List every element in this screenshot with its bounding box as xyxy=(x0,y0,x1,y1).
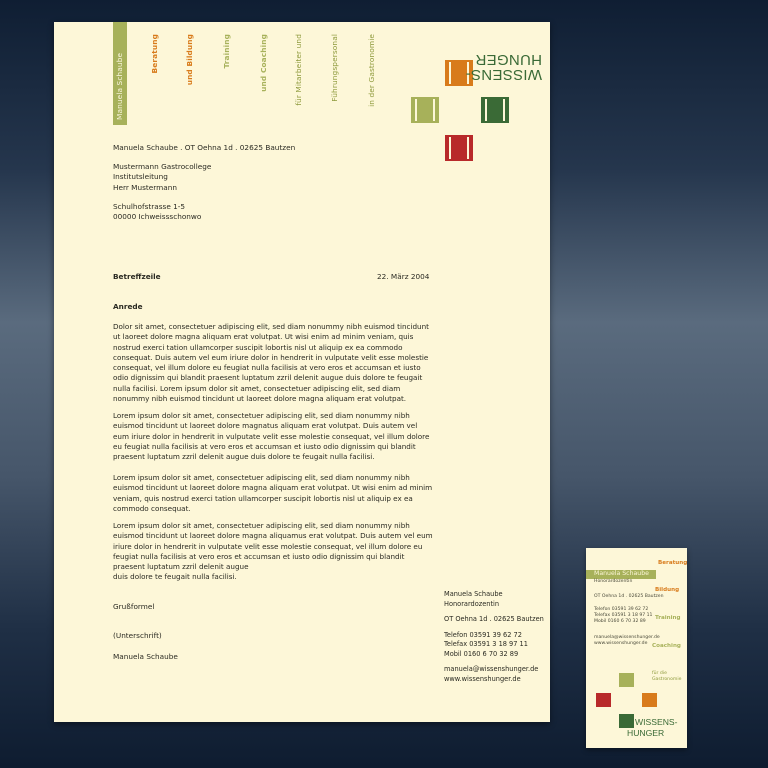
card-logo-square-darkgreen xyxy=(619,714,634,728)
heading-bildung: und Bildung xyxy=(185,34,194,86)
sender-address: OT Oehna 1d . 02625 Bautzen xyxy=(444,615,544,623)
return-address: Manuela Schaube . OT Oehna 1d . 02625 Bautzen xyxy=(113,143,296,152)
sender-fax: Telefax 03591 3 18 97 11 xyxy=(444,640,528,648)
letter-date: 22. März 2004 xyxy=(377,272,430,281)
card-address: OT Oehna 1d . 02625 Bautzen xyxy=(594,594,664,599)
heading-mitarbeiter: für Mitarbeiter und xyxy=(294,34,303,106)
closing: Grußformel xyxy=(113,602,155,611)
recipient-line: Mustermann Gastrocollege xyxy=(113,162,212,171)
signature-placeholder: (Unterschrift) xyxy=(113,631,162,640)
signer-name: Manuela Schaube xyxy=(113,652,178,661)
body-paragraph: Lorem ipsum dolor sit amet, consectetuer adipiscing elit, sed diam nonummy nibh euismod tincidunt ut laoreet dolore magna aliquamus erat volutpat. Duis autem vel eum iriure dolor in hendrerit in vulputate velit esse molestie consequat, vel illum dolore eu feugiat nulla facilisis at vero eros et accumsan et iusto odio dignissim qui blandit praesent luptatum zzril delenit augue xyxy=(113,521,433,572)
card-logo-line1: WISSENS- xyxy=(635,717,678,727)
card-logo-line2: HUNGER xyxy=(627,728,665,738)
recipient-line: Herr Mustermann xyxy=(113,182,177,192)
card-logo-square-orange xyxy=(642,693,657,707)
card-tagline: für die Gastronomie xyxy=(652,671,682,682)
subject-line: Betreffzeile xyxy=(113,272,161,281)
logo-square-red xyxy=(445,135,473,161)
card-logo-wordmark xyxy=(635,718,678,727)
card-label-bildung: Bildung xyxy=(655,587,680,593)
business-card xyxy=(586,548,687,748)
sender-mobile: Mobil 0160 6 70 32 89 xyxy=(444,649,519,658)
recipient-address xyxy=(113,202,201,223)
card-contacts xyxy=(594,607,652,625)
card-web-block xyxy=(594,635,660,647)
heading-fuehrung: Führungspersonal xyxy=(330,34,339,102)
logo-line1: WISSENS- xyxy=(465,66,542,83)
card-logo-square-red xyxy=(596,693,611,707)
card-logo-square-lightgreen xyxy=(619,673,634,687)
logo-line2: HUNGER xyxy=(475,51,542,68)
logo-wordmark xyxy=(465,51,542,83)
card-label-beratung: Beratung xyxy=(658,560,688,566)
card-email: manuela@wissenshunger.de xyxy=(594,635,660,640)
logo-square-darkgreen xyxy=(481,97,509,123)
sender-name: Manuela Schaube xyxy=(444,590,503,598)
letter-sheet xyxy=(54,22,550,722)
body-paragraph: duis dolore te feugait nulla facilisi. xyxy=(113,572,237,581)
sender-block xyxy=(444,590,544,684)
body-paragraph: Lorem ipsum dolor sit amet, consectetuer adipiscing elit, sed diam nonummy nibh euismod tincidunt ut laoreet dolore magnatus aliquam erat volutpat. Duis autem vel eum iriure dolor in hendrerit in vulputate velit esse molestie consequat, vel illum dolore eu feugiat nulla facilisis at vero eros et accumsan et iusto odio dignissim qui blandit praesent luptatum zzril delenit augue duis dolore te feugait nulla facilisi. xyxy=(113,411,430,462)
sender-email: manuela@wissenshunger.de xyxy=(444,665,539,673)
sender-web: www.wissenshunger.de xyxy=(444,674,521,683)
salutation: Anrede xyxy=(113,302,143,311)
card-name: Manuela Schaube xyxy=(594,570,649,577)
heading-training: Training xyxy=(222,34,231,69)
card-fax: Telefax 03591 3 18 97 11 xyxy=(594,613,653,618)
strip-name: Manuela Schaube xyxy=(115,52,124,120)
card-mobile: Mobil 0160 6 70 32 89 xyxy=(594,619,646,624)
recipient-line: Institutsleitung xyxy=(113,172,168,182)
recipient-street: Schulhofstrasse 1-5 xyxy=(113,202,186,211)
card-title: Honorardozentin xyxy=(594,579,633,584)
body-paragraph: Dolor sit amet, consectetuer adipiscing elit, sed diam nonummy nibh euismod tincidunt ut laoreet dolore magna aliquam erat volutpat. Ut wisi enim ad minim veniam, quis nostrud exerci tation ullamcorper suscipit lobortis nisl ut aliquip ex ea commodo consequat. Duis autem vel eum iriure dolor in hendrerit in vulputate velit esse molestie consequat, vel illum dolore eu feugiat nulla facilisis at vero eros et accumsan et iusto odio dignissim qui blandit praesent luptatum zzril delenit augue duis dolore te feugait nulla facilisi. Lorem ipsum dolor sit amet, consectetuer adipiscing elit, sed diam nonummy nibh euismod tincidunt ut laoreet dolore magna aliquam erat volutpat. xyxy=(113,322,429,404)
heading-gastronomie: in der Gastronomie xyxy=(367,34,376,107)
recipient-block xyxy=(113,162,211,193)
card-phone: Telefon 03591 39 62 72 xyxy=(594,607,649,612)
recipient-city: 00000 Ichweissschonwo xyxy=(113,212,202,222)
heading-beratung: Beratung xyxy=(150,34,159,74)
body-paragraph: Lorem ipsum dolor sit amet, consectetuer adipiscing elit, sed diam nonummy nibh euismod tincidunt ut laoreet dolore magna aliquam erat volutpat. Ut wisi enim ad minim veniam, quis nostrud exerci tation ullamcorper suscipit lobortis nisl ut aliquip ex ea commodo consequat. xyxy=(113,473,433,513)
card-label-coaching: Coaching xyxy=(652,643,681,649)
sender-title: Honorardozentin xyxy=(444,599,500,608)
card-label-training: Training xyxy=(655,615,681,621)
heading-coaching: und Coaching xyxy=(259,34,268,92)
logo-square-lightgreen xyxy=(411,97,439,123)
card-web: www.wissenshunger.de xyxy=(594,641,648,646)
sender-phone: Telefon 03591 39 62 72 xyxy=(444,630,522,639)
